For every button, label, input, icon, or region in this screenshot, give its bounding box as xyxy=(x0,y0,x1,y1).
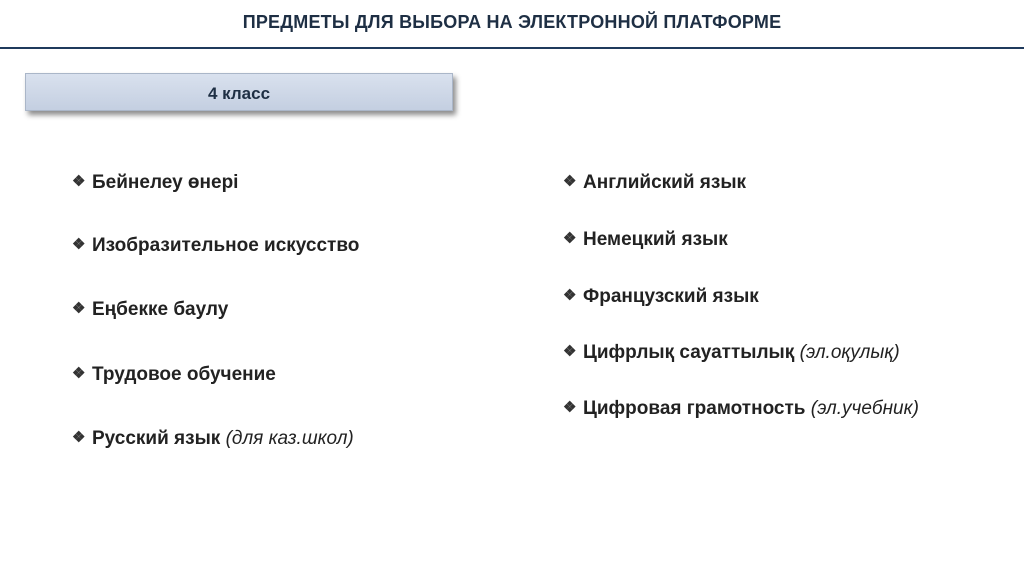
diamond-bullet-icon: ❖ xyxy=(563,343,577,360)
item-label: Изобразительное искусство xyxy=(92,235,360,256)
diamond-bullet-icon: ❖ xyxy=(72,236,86,253)
list-item xyxy=(563,342,900,364)
header-divider xyxy=(0,47,1024,49)
list-item xyxy=(72,299,228,321)
item-note: (эл.оқулық) xyxy=(799,342,900,363)
diamond-bullet-icon: ❖ xyxy=(72,300,86,317)
item-label: Французский язык xyxy=(583,286,759,307)
list-item xyxy=(72,172,238,194)
diamond-bullet-icon: ❖ xyxy=(563,399,577,416)
item-label: Английский язык xyxy=(583,172,747,193)
diamond-bullet-icon: ❖ xyxy=(563,287,577,304)
diamond-bullet-icon: ❖ xyxy=(563,173,577,190)
item-label: Еңбекке баулу xyxy=(92,299,229,320)
list-item xyxy=(563,286,759,308)
diamond-bullet-icon: ❖ xyxy=(72,365,86,382)
item-label: Русский язык xyxy=(92,428,221,449)
item-label: Цифрлық сауаттылық xyxy=(583,342,795,363)
page-title: ПРЕДМЕТЫ ДЛЯ ВЫБОРА НА ЭЛЕКТРОННОЙ ПЛАТФОРМЕ xyxy=(242,12,782,32)
diamond-bullet-icon: ❖ xyxy=(72,429,86,446)
item-note: (эл.учебник) xyxy=(810,398,919,419)
list-item xyxy=(72,428,354,450)
list-item xyxy=(72,235,359,257)
list-item xyxy=(72,364,276,386)
list-item xyxy=(563,229,728,251)
diamond-bullet-icon: ❖ xyxy=(563,230,577,247)
item-label: Трудовое обучение xyxy=(92,364,276,385)
grade-box xyxy=(25,73,453,111)
item-label: Цифровая грамотность xyxy=(583,398,806,419)
list-item xyxy=(563,172,746,194)
diamond-bullet-icon: ❖ xyxy=(72,173,86,190)
list-item xyxy=(563,398,919,420)
item-label: Бейнелеу өнері xyxy=(92,172,239,193)
grade-label: 4 класс xyxy=(207,84,271,103)
item-label: Немецкий язык xyxy=(583,229,728,250)
item-note: (для каз.школ) xyxy=(225,428,354,449)
